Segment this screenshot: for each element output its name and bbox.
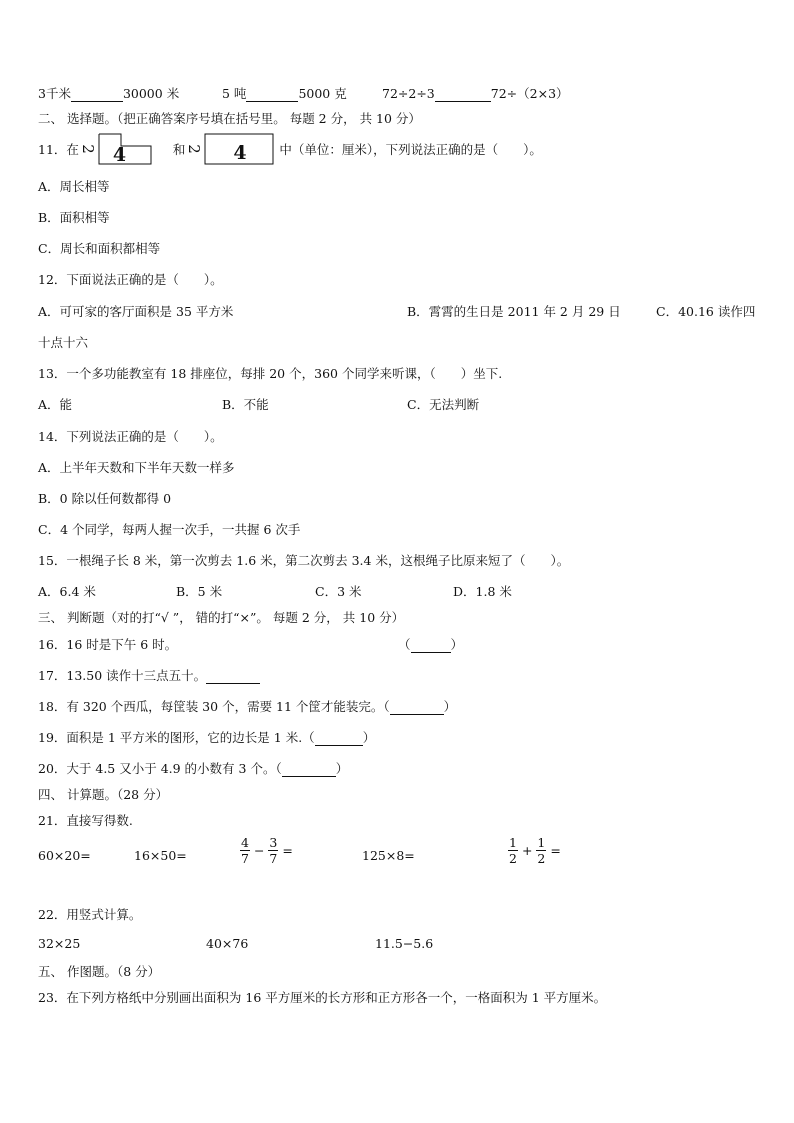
- q20-line: 20．大于 4.5 又小于 4.9 的小数有 3 个。（ ）: [38, 761, 349, 776]
- q13-stem: 13．一个多功能教室有 18 排座位，每排 20 个，360 个同学来听课，（ ）坐下.: [38, 366, 503, 381]
- q22-expr-3: 11.5−5.6: [375, 936, 434, 951]
- fraction: $\frac{4}{7}$: [241, 835, 249, 866]
- q18-line: 18．有 320 个西瓜，每筐装 30 个，需要 11 个筐才能装完。（ ）: [38, 699, 457, 714]
- q12-option-a[interactable]: A．可可家的客厅面积是 35 平方米: [38, 304, 234, 319]
- shape-figure-1: 2 4: [83, 132, 169, 166]
- q15-option-d[interactable]: D．1.8 米: [453, 584, 512, 599]
- q10-part-a: 3千米 30000 米: [38, 86, 180, 101]
- q23-stem: 23．在下列方格纸中分别画出面积为 16 平方厘米的长方形和正方形各一个，一格面积为 1 平方厘米。: [38, 990, 607, 1005]
- answer-blank[interactable]: [315, 732, 363, 746]
- q16-stem: 16．16 时是下午 6 时。: [38, 637, 178, 652]
- q10-part-c: 72÷2÷3 72÷（2×3）: [382, 86, 569, 101]
- q15-stem: 15．一根绳子长 8 米，第一次剪去 1.6 米，第二次剪去 3.4 米，这根绳子比原来短了（ ）。: [38, 553, 570, 568]
- q21-expr-4: 125×8=: [362, 848, 415, 863]
- q21-expr-5: $\frac{1}{2}$ + $\frac{1}{2}$ =: [509, 835, 561, 866]
- q15-option-c[interactable]: C．3 米: [315, 584, 362, 599]
- q16-answer: （ ）: [398, 637, 464, 652]
- q21-expr-3: $\frac{4}{7}$ − $\frac{3}{7}$ =: [241, 835, 293, 866]
- section-3-title: 三、 判断题（对的打“√ ”， 错的打“×”。 每题 2 分， 共 10 分）: [38, 610, 405, 625]
- answer-blank[interactable]: [411, 639, 451, 653]
- q11-option-a[interactable]: A．周长相等: [38, 179, 110, 194]
- q12-stem: 12．下面说法正确的是（ ）。: [38, 272, 223, 287]
- answer-blank[interactable]: [246, 88, 298, 102]
- q12-option-c-continued: 十点十六: [38, 335, 89, 350]
- q14-option-c[interactable]: C．4 个同学，每两人握一次手，一共握 6 次手: [38, 522, 301, 537]
- section-2-title: 二、 选择题。（把正确答案序号填在括号里。 每题 2 分， 共 10 分）: [38, 111, 421, 126]
- q19-line: 19．面积是 1 平方米的图形，它的边长是 1 米.（ ）: [38, 730, 376, 745]
- answer-blank[interactable]: [282, 763, 336, 777]
- q14-stem: 14．下列说法正确的是（ ）。: [38, 429, 223, 444]
- q17-line: 17．13.50 读作十三点五十。: [38, 666, 260, 684]
- q11-option-b[interactable]: B．面积相等: [38, 210, 110, 225]
- q13-option-c[interactable]: C．无法判断: [407, 397, 480, 412]
- q22-expr-2: 40×76: [206, 936, 249, 951]
- answer-blank[interactable]: [71, 88, 123, 102]
- q12-option-b[interactable]: B．霄霄的生日是 2011 年 2 月 29 日: [407, 304, 621, 319]
- q22-expr-1: 32×25: [38, 936, 81, 951]
- q11-stem: 11．在 2 4 和 2 4 中（单位：厘米），下列说法正确的是（ ）。: [38, 132, 542, 168]
- q21-expr-2: 16×50=: [134, 848, 187, 863]
- section-5-title: 五、 作图题。（8 分）: [38, 964, 161, 979]
- q10-part-b: 5 吨 5000 克: [222, 86, 347, 101]
- fraction: $\frac{1}{2}$: [537, 835, 546, 866]
- q12-option-c[interactable]: C．40.16 读作四: [656, 304, 756, 319]
- q22-stem: 22．用竖式计算。: [38, 907, 142, 922]
- q21-stem: 21．直接写得数.: [38, 813, 133, 828]
- fraction: $\frac{1}{2}$: [509, 835, 517, 866]
- q11-option-c[interactable]: C．周长和面积都相等: [38, 241, 161, 256]
- answer-blank[interactable]: [206, 670, 260, 684]
- section-4-title: 四、 计算题。（28 分）: [38, 787, 169, 802]
- answer-blank[interactable]: [390, 701, 444, 715]
- fraction: $\frac{3}{7}$: [269, 835, 278, 866]
- answer-blank[interactable]: [435, 88, 491, 102]
- q21-expr-1: 60×20=: [38, 848, 91, 863]
- q14-option-b[interactable]: B．0 除以任何数都得 0: [38, 491, 172, 506]
- shape-figure-2: 2 4: [189, 132, 275, 166]
- q14-option-a[interactable]: A．上半年天数和下半年天数一样多: [38, 460, 235, 475]
- q15-option-b[interactable]: B．5 米: [176, 584, 223, 599]
- q13-option-b[interactable]: B．不能: [222, 397, 269, 412]
- q15-option-a[interactable]: A．6.4 米: [38, 584, 96, 599]
- q13-option-a[interactable]: A．能: [38, 397, 73, 412]
